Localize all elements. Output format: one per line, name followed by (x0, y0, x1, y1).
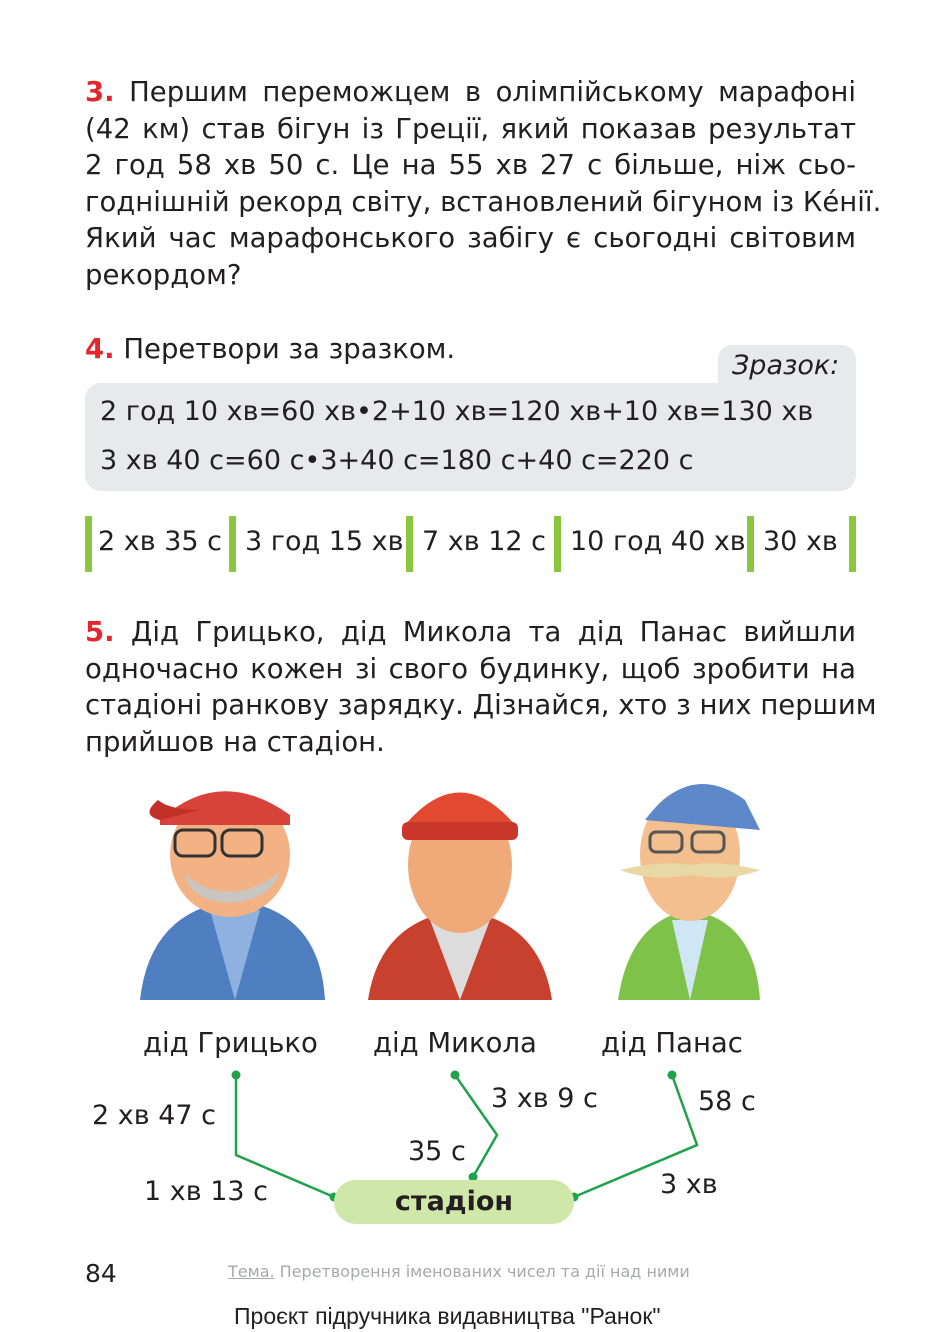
divider-bar (85, 516, 92, 572)
sample-line: 2 год 10 хв=60 хв•2+10 хв=120 хв+10 хв=130 хв (100, 396, 814, 427)
footer-topic (228, 1262, 690, 1281)
sample-label: Зразок: (732, 350, 840, 381)
task-5-line-1: 5. Дід Грицько, дід Микола та дід Панас вийшли (85, 616, 856, 648)
task-5-line-2: одночасно кожен зі свого будинку, щоб зробити на (85, 652, 856, 685)
grandpa-hrytsko-illustration (140, 791, 325, 1000)
task-3-line-1: 3. Першим переможцем в олімпійському марафоні (85, 76, 857, 108)
task-3-line-2: (42 км) став бігун із Греції, який показав результат (85, 112, 856, 145)
name-panas: дід Панас (601, 1027, 743, 1059)
time-hrytsko-2: 1 хв 13 с (144, 1176, 269, 1207)
start-point-mykola (451, 1071, 460, 1080)
topic-text: Перетворення іменованих чисел та дії над ними (274, 1262, 690, 1281)
divider-bar (406, 516, 413, 572)
task-3-line-3: 2 год 58 хв 50 с. Це на 55 хв 27 с більше, ніж сьо- (85, 149, 856, 181)
time-mykola-2: 35 с (408, 1136, 466, 1167)
divider-bar (229, 516, 236, 572)
exercise-item: 3 год 15 хв (245, 526, 404, 557)
start-point-panas (668, 1071, 677, 1080)
task-5-line-3: стадіоні ранкову зарядку. Дізнайся, хто з них першим (85, 689, 877, 721)
stadium-label: стадіон (334, 1180, 574, 1224)
task-5 (85, 614, 877, 760)
task-5-line-4: прийшов на стадіон. (85, 725, 385, 758)
task-3 (85, 74, 882, 293)
task-4-heading (85, 331, 455, 367)
divider-bar (747, 516, 754, 572)
topic-label: Тема. (228, 1262, 275, 1281)
name-mykola: дід Микола (373, 1027, 537, 1059)
grandpa-mykola-illustration (368, 793, 552, 1001)
exercise-row (85, 516, 856, 572)
task-5-number: 5. (85, 616, 115, 648)
exercise-item: 7 хв 12 с (422, 526, 547, 557)
grandpa-panas-illustration (618, 784, 760, 1000)
task-3-line-6: рекордом? (85, 258, 242, 291)
task-3-number: 3. (85, 76, 115, 108)
project-note: Проєкт підручника видавництва "Ранок" (234, 1303, 661, 1329)
divider-bar (849, 516, 856, 572)
time-panas-1: 58 с (698, 1086, 756, 1117)
time-hrytsko-1: 2 хв 47 с (92, 1100, 217, 1131)
sample-line: 3 хв 40 с=60 с•3+40 с=180 с+40 с=220 с (100, 445, 694, 476)
start-point-hrytsko (232, 1071, 241, 1080)
exercise-item: 30 хв (763, 526, 838, 557)
time-mykola-1: 3 хв 9 с (491, 1083, 598, 1114)
grandfathers-illustration (0, 760, 935, 1010)
task-3-line-5: Який час марафонського забігу є сьогодні світовим (85, 222, 856, 254)
task-3-line-4: годнішній рекорд світу, встановлений бігуном із Ке́нії. (85, 185, 882, 218)
exercise-item: 2 хв 35 с (98, 526, 223, 557)
task-4-text: Перетвори за зразком. (123, 333, 456, 365)
name-hrytsko: дід Грицько (143, 1027, 318, 1059)
task-4-number: 4. (85, 333, 115, 365)
divider-bar (554, 516, 561, 572)
exercise-item: 10 год 40 хв (570, 526, 746, 557)
page-number: 84 (85, 1259, 117, 1288)
time-panas-2: 3 хв (660, 1169, 718, 1200)
